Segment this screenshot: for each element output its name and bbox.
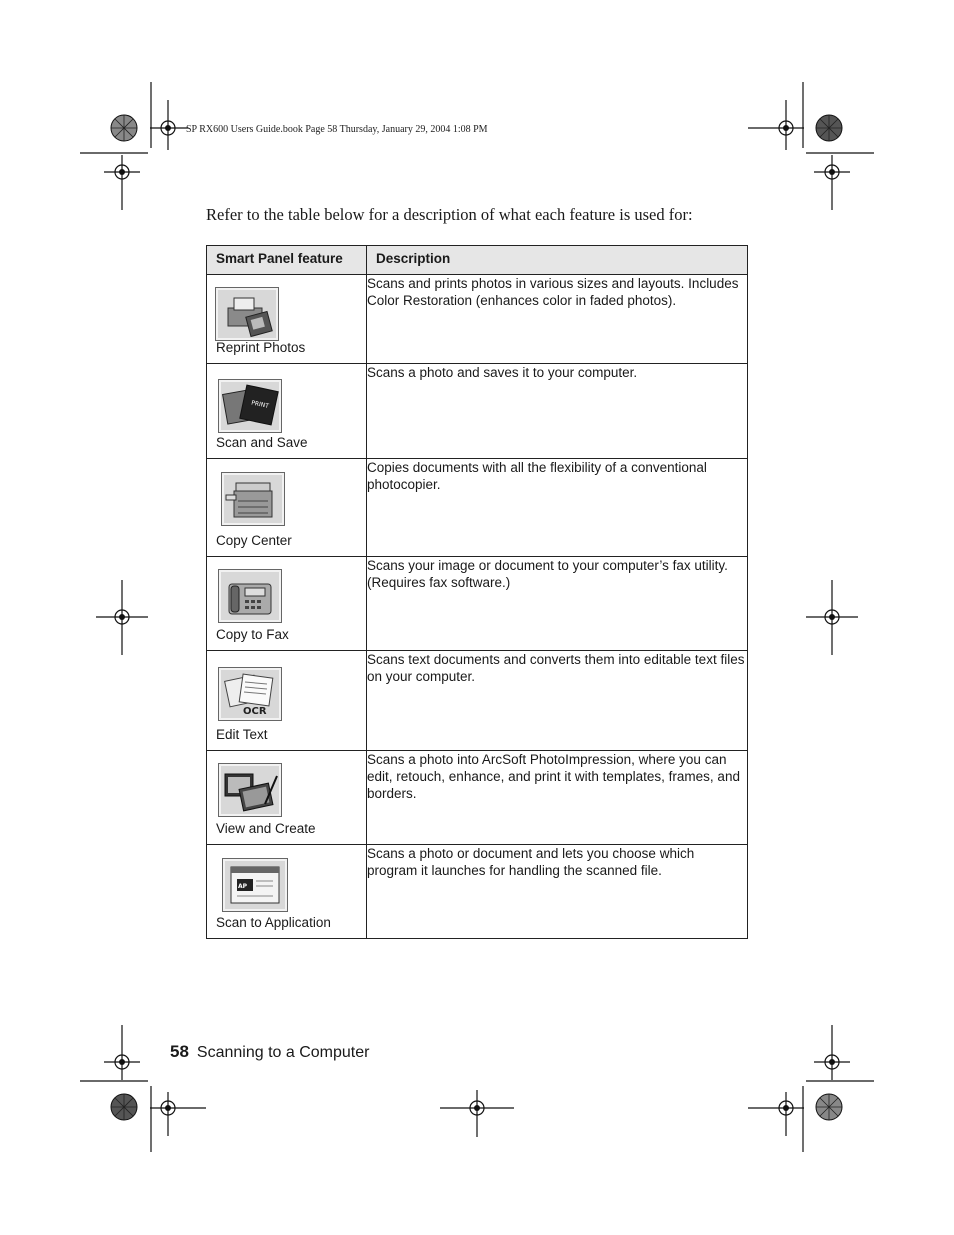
feature-label: Scan and Save: [216, 435, 308, 450]
description-cell: Scans and prints photos in various sizes and layouts. Includes Color Restoration (enhances color in faded photos).: [367, 275, 748, 364]
feature-cell: [207, 751, 367, 845]
feature-cell: [207, 557, 367, 651]
table-header-row: [207, 246, 748, 275]
feature-label: Edit Text: [216, 727, 268, 742]
svg-text:OCR: OCR: [243, 706, 267, 717]
intro-text: Refer to the table below for a description of what each feature is used for:: [206, 205, 693, 224]
page-number: 58: [170, 1042, 189, 1061]
save-photo-icon: [218, 379, 282, 433]
printer-icon: [215, 287, 279, 341]
page-footer: [170, 1042, 369, 1062]
svg-text:PRINT: PRINT: [250, 399, 270, 410]
feature-label: Copy to Fax: [216, 627, 289, 642]
feature-cell: [207, 459, 367, 557]
description-cell: Scans text documents and converts them into editable text files on your computer.: [367, 651, 748, 751]
description-cell: Scans a photo and saves it to your computer.: [367, 364, 748, 459]
column-header-feature: Smart Panel feature: [207, 246, 367, 275]
description-cell: Scans a photo or document and lets you choose which program it launches for handling the scanned file.: [367, 845, 748, 939]
description-cell: Copies documents with all the flexibility of a conventional photocopier.: [367, 459, 748, 557]
description-cell: Scans a photo into ArcSoft PhotoImpression, where you can edit, retouch, enhance, and print it with templates, frames, and borders.: [367, 751, 748, 845]
feature-label: Copy Center: [216, 533, 292, 548]
book-header-info: SP RX600 Users Guide.book Page 58 Thursday, January 29, 2004 1:08 PM: [186, 124, 488, 135]
table-row: [207, 459, 748, 557]
application-window-icon: [222, 858, 288, 912]
feature-label: Scan to Application: [216, 915, 331, 930]
column-header-description: Description: [367, 246, 748, 275]
section-title: Scanning to a Computer: [196, 1044, 370, 1061]
feature-cell: [207, 651, 367, 751]
smart-panel-feature-table: [206, 245, 748, 939]
feature-label: View and Create: [216, 821, 316, 836]
feature-cell: [207, 364, 367, 459]
feature-cell: [207, 275, 367, 364]
svg-text:AP: AP: [238, 883, 248, 890]
table-row: [207, 364, 748, 459]
description-cell: Scans your image or document to your computer’s fax utility. (Requires fax software.): [367, 557, 748, 651]
table-row: [207, 557, 748, 651]
fax-icon: [218, 569, 282, 623]
photo-edit-icon: [218, 763, 282, 817]
table-row: [207, 751, 748, 845]
table-row: [207, 845, 748, 939]
ocr-icon: [218, 667, 282, 721]
feature-label: Reprint Photos: [216, 340, 306, 355]
table-row: [207, 651, 748, 751]
table-row: [207, 275, 748, 364]
feature-cell: [207, 845, 367, 939]
copier-icon: [221, 472, 285, 526]
